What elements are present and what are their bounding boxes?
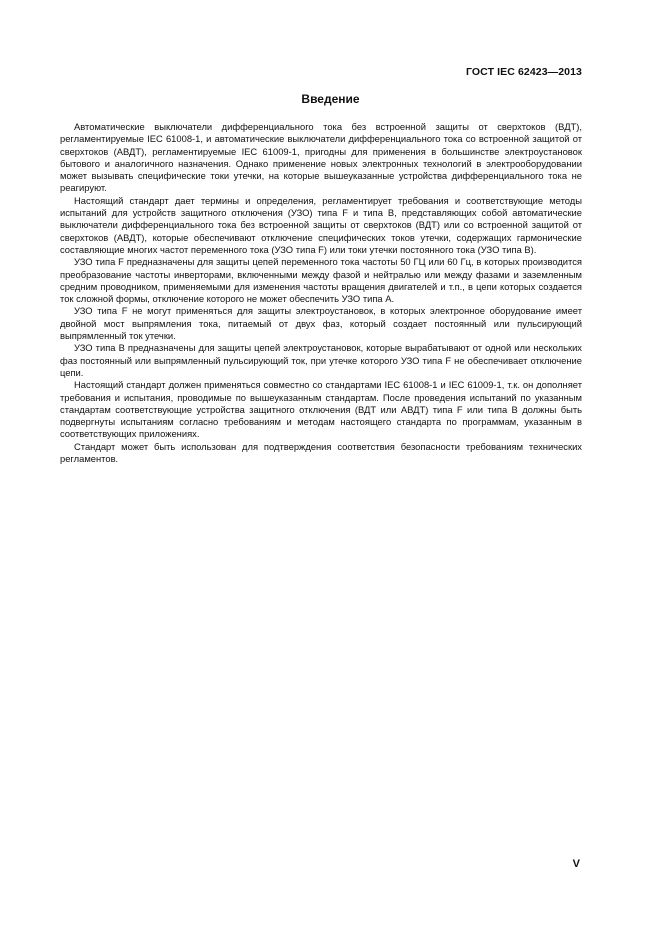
section-title: Введение bbox=[301, 92, 360, 106]
paragraph: УЗО типа В предназначены для защиты цепей электроустановок, которые вырабатывают от одной или нескольких фаз постоянный или выпрямленный пульсирующий ток, при утечке которого УЗО типа F не обеспечивает отключение цепи. bbox=[60, 342, 582, 378]
paragraph: Настоящий стандарт должен применяться совместно со стандартами IEC 61008-1 и IEC 61009-1, т.к. он дополняет требования и испытания, проводимые по вышеуказанным стандартам. После проведения испытаний по указанным стандартам соответствующие устройства защитного отключения (ВДТ или АВДТ) типа F или типа В должны быть подвергнуты испытаниям согласно требованиям и методам настоящего стандарта по программам, указанным в соответствующих приложениях. bbox=[60, 379, 582, 440]
paragraph: УЗО типа F предназначены для защиты цепей переменного тока частоты 50 ГЦ или 60 Гц, в которых производится преобразование частоты инверторами, включенными между фазой и нейтралью или между фазами и заземленным средним проводником, применяемыми для изменения частоты вращения двигателей и т.п., в цепи которых создается ток сложной формы, отключение которого не может обеспечить УЗО типа А. bbox=[60, 256, 582, 305]
document-code: ГОСТ IEC 62423—2013 bbox=[465, 66, 582, 78]
page-number: V bbox=[572, 858, 580, 870]
body-text bbox=[60, 121, 582, 465]
paragraph: Стандарт может быть использован для подтверждения соответствия безопасности требованиям технических регламентов. bbox=[60, 440, 582, 465]
paragraph: УЗО типа F не могут применяться для защиты электроустановок, в которых электронное оборудование имеет двойной мост выпрямления тока, питаемый от двух фаз, который создает постоянный или пульсирующий выпрямленный ток утечки. bbox=[60, 305, 582, 342]
paragraph: Настоящий стандарт дает термины и определения, регламентирует требования и соответствующие методы испытаний для устройств защитного отключения (УЗО) типа F и типа В, представляющих собой автоматические выключатели дифференциального тока без встроенной защиты от сверхтоков (ВДТ) или со встроенной защитой от сверхтоков (АВДТ), которые обеспечивают отключение специфических токов утечки, содержащих гармонические составляющие многих частот переменного тока (УЗО типа F) или токи утечки постоянного тока (УЗО типа В). bbox=[60, 194, 582, 255]
paragraph: Автоматические выключатели дифференциального тока без встроенной защиты от сверхтоков (ВДТ), регламентируемые IEC 61008-1, и автоматические выключатели дифференциального тока со встроенной защитой от сверхтоков (АВДТ), регламентируемые IEC 61009-1, пригодны для применения в большинстве электроустановок бытового и аналогичного назначения. Однако применение новых электронных технологий в электрооборудовании может вызывать специфические токи утечки, на которые вышеуказанные устройства дифференциального тока не реагируют. bbox=[60, 121, 582, 194]
